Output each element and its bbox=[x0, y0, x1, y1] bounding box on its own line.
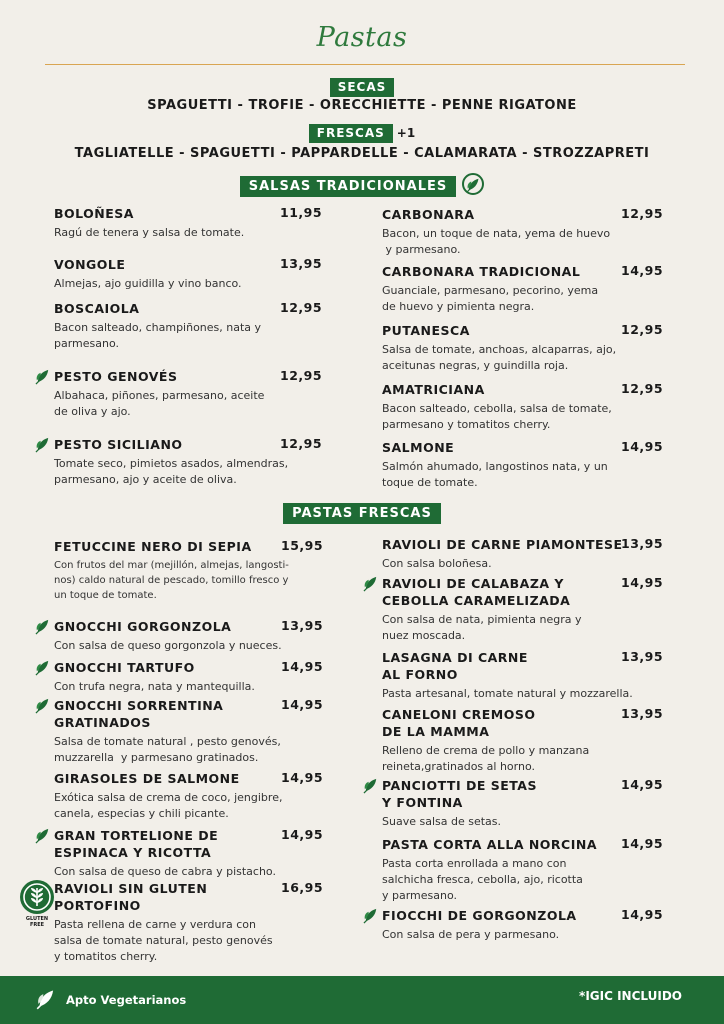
menu-item-description: y parmesano. bbox=[382, 243, 461, 256]
menu-item-name: BOLOÑESA bbox=[54, 206, 134, 221]
frescas-section-header bbox=[0, 502, 724, 524]
menu-item-price: 14,95 bbox=[281, 770, 324, 785]
igic-note: *IGIC INCLUIDO bbox=[579, 989, 682, 1003]
menu-item bbox=[382, 381, 665, 433]
menu-item bbox=[54, 256, 324, 292]
frescas-types: TAGLIATELLE - SPAGUETTI - PAPPARDELLE - CALAMARATA - STROZZAPRETI bbox=[74, 146, 650, 161]
menu-item-price: 14,95 bbox=[281, 697, 324, 712]
menu-item-description: nos) caldo natural de pescado, tomillo fresco y bbox=[54, 575, 289, 586]
menu-item-price: 12,95 bbox=[280, 300, 323, 315]
menu-item-name: SALMONE bbox=[382, 440, 455, 455]
menu-item-description: Bacon salteado, cebolla, salsa de tomate, bbox=[382, 402, 612, 415]
menu-item-description: Salmón ahumado, langostinos nata, y un bbox=[382, 460, 608, 473]
menu-item bbox=[382, 536, 665, 572]
menu-item-description: reineta,gratinados al horno. bbox=[382, 760, 535, 773]
frescas-badge: FRESCAS bbox=[309, 124, 393, 143]
menu-item-description: Con salsa boloñesa. bbox=[382, 557, 492, 570]
menu-item-price: 11,95 bbox=[280, 205, 323, 220]
menu-item bbox=[382, 649, 665, 702]
vegetarian-leaf-icon bbox=[35, 658, 52, 677]
menu-item bbox=[382, 907, 665, 943]
salsas-badge: SALSAS TRADICIONALES bbox=[240, 176, 456, 197]
menu-item-name: Y FONTINA bbox=[382, 795, 463, 810]
menu-item bbox=[382, 206, 665, 258]
menu-item-name: PASTA CORTA ALLA NORCINA bbox=[382, 837, 598, 852]
frescas-plus: +1 bbox=[396, 126, 416, 140]
menu-item-name: PUTANESCA bbox=[382, 323, 470, 338]
menu-item-name: CANELONI CREMOSO bbox=[382, 707, 536, 722]
menu-item-description: Bacon salteado, champiñones, nata y bbox=[54, 321, 262, 334]
menu-item-description: Guanciale, parmesano, pecorino, yema bbox=[382, 284, 599, 297]
menu-item-name: RAVIOLI DE CALABAZA Y bbox=[382, 576, 564, 591]
menu-item bbox=[54, 368, 324, 420]
menu-item-price: 16,95 bbox=[281, 880, 324, 895]
menu-item bbox=[382, 836, 665, 904]
menu-item bbox=[54, 436, 324, 488]
menu-item-price: 14,95 bbox=[621, 439, 664, 454]
footer-bar bbox=[0, 976, 724, 1024]
menu-item-description: de huevo y pimienta negra. bbox=[382, 300, 535, 313]
menu-item-description: nuez moscada. bbox=[382, 629, 466, 642]
menu-item-name: AL FORNO bbox=[382, 667, 458, 682]
menu-item-description: Bacon, un toque de nata, yema de huevo bbox=[382, 227, 611, 240]
gluten-free-label: GLUTEN FREE bbox=[25, 916, 49, 928]
menu-item-description: Suave salsa de setas. bbox=[382, 815, 501, 828]
menu-item-description: un toque de tomate. bbox=[54, 590, 157, 601]
vegetarian-leaf-icon bbox=[35, 367, 52, 386]
vegetarian-leaf-icon bbox=[35, 435, 52, 454]
menu-item bbox=[54, 880, 325, 965]
menu-item-price: 14,95 bbox=[621, 907, 664, 922]
menu-item-name: RAVIOLI DE CARNE PIAMONTESE bbox=[382, 537, 623, 552]
vegetarian-legend: Apto Vegetarianos bbox=[66, 993, 187, 1007]
menu-item-price: 13,95 bbox=[621, 706, 664, 721]
vegetarian-leaf-icon bbox=[363, 776, 380, 795]
menu-item-price: 12,95 bbox=[280, 368, 323, 383]
secas-types: SPAGUETTI - TROFIE - ORECCHIETTE - PENNE RIGATONE bbox=[147, 98, 577, 113]
gluten-free-icon bbox=[20, 880, 54, 914]
menu-item-name: CEBOLLA CARAMELIZADA bbox=[382, 593, 571, 608]
menu-item-description: Con salsa de nata, pimienta negra y bbox=[382, 613, 582, 626]
menu-item-description: parmesano y tomatitos cherry. bbox=[382, 418, 551, 431]
menu-item-name: PORTOFINO bbox=[54, 898, 141, 913]
menu-item-name: PESTO SICILIANO bbox=[54, 437, 183, 452]
menu-item bbox=[54, 659, 325, 695]
menu-item bbox=[382, 706, 665, 775]
vegetarian-leaf-icon bbox=[36, 986, 58, 1012]
menu-item-price: 13,95 bbox=[281, 618, 324, 633]
menu-item-description: Pasta corta enrollada a mano con bbox=[382, 857, 567, 870]
vegetarian-leaf-icon bbox=[363, 906, 380, 925]
menu-item-description: Pasta artesanal, tomate natural y mozzarella. bbox=[382, 687, 633, 700]
menu-item-name: GNOCCHI GORGONZOLA bbox=[54, 619, 232, 634]
menu-item-description: parmesano. bbox=[54, 337, 120, 350]
menu-item-description: Almejas, ajo guidilla y vino banco. bbox=[54, 277, 242, 290]
menu-item-price: 13,95 bbox=[621, 649, 664, 664]
menu-item-price: 12,95 bbox=[621, 206, 664, 221]
menu-item-description: y parmesano. bbox=[382, 889, 458, 902]
menu-item-price: 14,95 bbox=[281, 659, 324, 674]
menu-item-description: toque de tomate. bbox=[382, 476, 478, 489]
vegetarian-circle-icon bbox=[462, 173, 484, 195]
menu-item-description: Salsa de tomate, anchoas, alcaparras, ajo, bbox=[382, 343, 617, 356]
menu-item bbox=[54, 300, 324, 352]
frescas-header bbox=[0, 122, 724, 143]
menu-item-name: PANCIOTTI DE SETAS bbox=[382, 778, 537, 793]
menu-item bbox=[382, 575, 665, 644]
menu-item-price: 14,95 bbox=[621, 836, 664, 851]
menu-item-name: DE LA MAMMA bbox=[382, 724, 490, 739]
menu-item-price: 12,95 bbox=[621, 381, 664, 396]
menu-item-description: Exótica salsa de crema de coco, jengibre, bbox=[54, 791, 283, 804]
menu-item bbox=[54, 538, 325, 603]
salsas-header bbox=[0, 174, 724, 197]
menu-item-name: CARBONARA TRADICIONAL bbox=[382, 264, 581, 279]
menu-item-description: Pasta rellena de carne y verdura con bbox=[54, 918, 256, 931]
page-title: Pastas bbox=[316, 22, 408, 53]
menu-item-name: GRATINADOS bbox=[54, 715, 151, 730]
menu-item-name: CARBONARA bbox=[382, 207, 475, 222]
menu-item-name: PESTO GENOVÉS bbox=[54, 369, 178, 384]
menu-item-description: Albahaca, piñones, parmesano, aceite bbox=[54, 389, 265, 402]
menu-item-description: muzzarella y parmesano gratinados. bbox=[54, 751, 259, 764]
title-divider bbox=[45, 64, 685, 65]
menu-item-name: VONGOLE bbox=[54, 257, 126, 272]
menu-item-price: 15,95 bbox=[281, 538, 324, 553]
vegetarian-leaf-icon bbox=[35, 617, 52, 636]
menu-item-price: 13,95 bbox=[280, 256, 323, 271]
menu-item-description: Con salsa de queso gorgonzola y nueces. bbox=[54, 639, 282, 652]
vegetarian-leaf-icon bbox=[35, 696, 52, 715]
menu-item-description: Con trufa negra, nata y mantequilla. bbox=[54, 680, 255, 693]
menu-item bbox=[382, 777, 665, 830]
menu-item-description: Relleno de crema de pollo y manzana bbox=[382, 744, 590, 757]
menu-item bbox=[382, 263, 665, 315]
menu-item-name: GIRASOLES DE SALMONE bbox=[54, 771, 240, 786]
menu-item-description: Salsa de tomate natural , pesto genovés, bbox=[54, 735, 281, 748]
menu-item-description: Ragú de tenera y salsa de tomate. bbox=[54, 226, 245, 239]
menu-item-price: 13,95 bbox=[621, 536, 664, 551]
menu-item bbox=[382, 439, 665, 491]
menu-item-description: aceitunas negras, y guindilla roja. bbox=[382, 359, 569, 372]
menu-item-description: Con salsa de pera y parmesano. bbox=[382, 928, 560, 941]
menu-item-price: 14,95 bbox=[621, 263, 664, 278]
menu-item-price: 14,95 bbox=[621, 575, 664, 590]
menu-item-name: AMATRICIANA bbox=[382, 382, 485, 397]
menu-item bbox=[54, 770, 325, 822]
menu-item bbox=[54, 205, 324, 241]
menu-item-price: 12,95 bbox=[621, 322, 664, 337]
menu-item bbox=[54, 697, 325, 766]
secas-header bbox=[0, 76, 724, 97]
menu-item-description: de oliva y ajo. bbox=[54, 405, 131, 418]
menu-item-price: 12,95 bbox=[280, 436, 323, 451]
menu-item-name: GRAN TORTELIONE DE bbox=[54, 828, 219, 843]
menu-item-name: ESPINACA Y RICOTTA bbox=[54, 845, 212, 860]
menu-item-description: parmesano, ajo y aceite de oliva. bbox=[54, 473, 237, 486]
menu-item bbox=[54, 618, 325, 654]
menu-item-name: BOSCAIOLA bbox=[54, 301, 140, 316]
menu-item-description: canela, especias y chili picante. bbox=[54, 807, 229, 820]
menu-item bbox=[382, 322, 665, 374]
menu-item-description: salsa de tomate natural, pesto genovés bbox=[54, 934, 273, 947]
vegetarian-leaf-icon bbox=[35, 826, 52, 845]
menu-item-description: Con frutos del mar (mejillón, almejas, langosti- bbox=[54, 560, 289, 571]
menu-item-name: FIOCCHI DE GORGONZOLA bbox=[382, 908, 577, 923]
secas-badge: SECAS bbox=[330, 78, 395, 97]
menu-item-price: 14,95 bbox=[281, 827, 324, 842]
frescas-section-badge: PASTAS FRESCAS bbox=[283, 503, 441, 524]
vegetarian-leaf-icon bbox=[363, 574, 380, 593]
menu-item-description: salchicha fresca, cebolla, ajo, ricotta bbox=[382, 873, 583, 886]
menu-item-name: FETUCCINE NERO DI SEPIA bbox=[54, 539, 252, 554]
menu-item-description: Con salsa de queso de cabra y pistacho. bbox=[54, 865, 276, 878]
menu-item-description: y tomatitos cherry. bbox=[54, 950, 158, 963]
menu-item-name: RAVIOLI SIN GLUTEN bbox=[54, 881, 208, 896]
menu-item-name: GNOCCHI TARTUFO bbox=[54, 660, 195, 675]
menu-item-price: 14,95 bbox=[621, 777, 664, 792]
menu-item-description: Tomate seco, pimietos asados, almendras, bbox=[54, 457, 289, 470]
menu-item bbox=[54, 827, 325, 880]
menu-item-name: GNOCCHI SORRENTINA bbox=[54, 698, 224, 713]
menu-item-name: LASAGNA DI CARNE bbox=[382, 650, 528, 665]
